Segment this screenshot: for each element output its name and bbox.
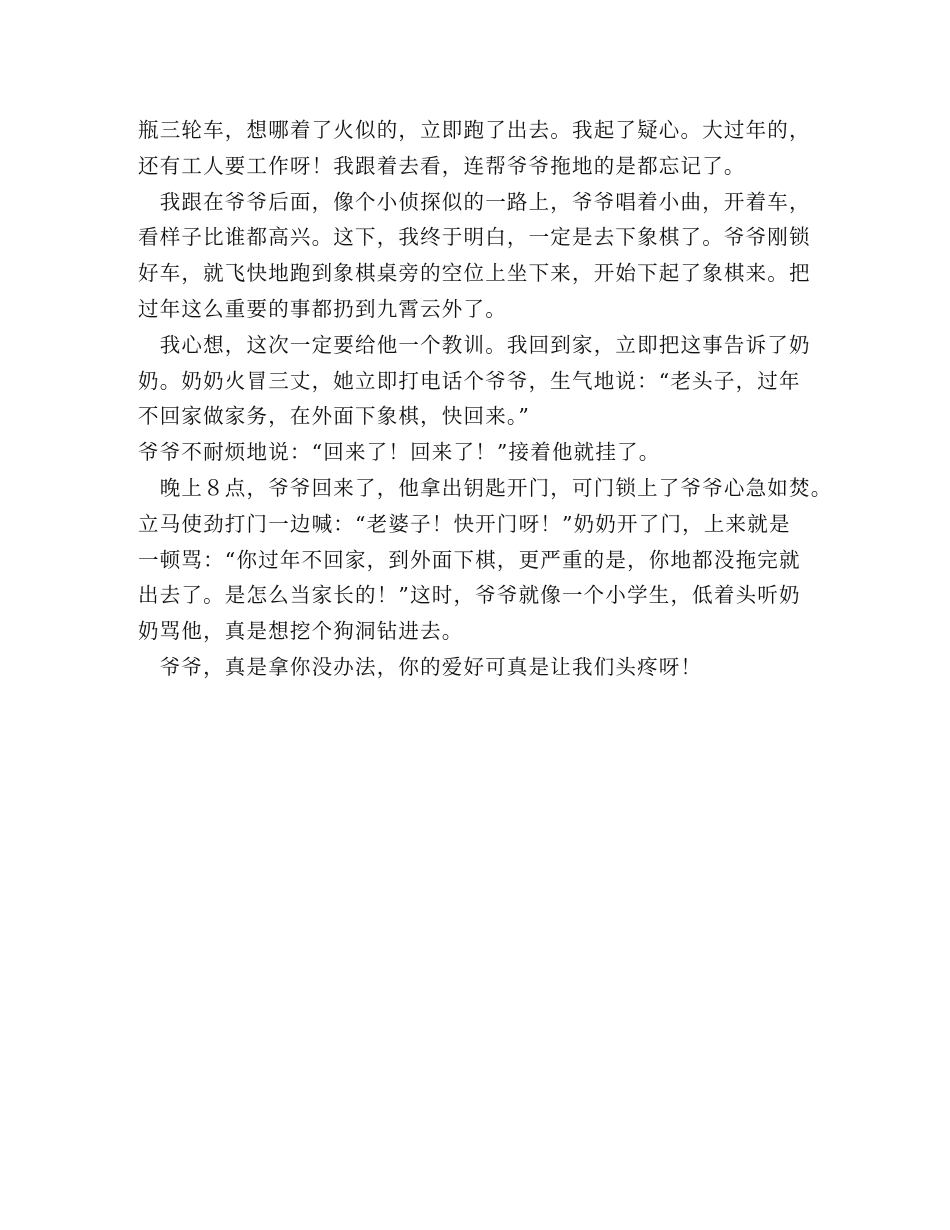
essay-text bbox=[138, 113, 838, 686]
text-line: 好车，就飞快地跑到象棋桌旁的空位上坐下来，开始下起了象棋来。把 bbox=[138, 261, 811, 286]
text-line: 瓶三轮车，想哪着了火似的，立即跑了出去。我起了疑心。大过年的， bbox=[138, 118, 811, 142]
text-line: 看样子比谁都高兴。这下，我终于明白，一定是去下象棋了。爷爷刚锁 bbox=[138, 225, 811, 250]
text-line: 过年这么重要的事都扔到九霄云外了。 bbox=[138, 296, 507, 321]
text-line: 奶。奶奶火冒三丈，她立即打电话个爷爷，生气地说：“老头子，过年 bbox=[138, 368, 801, 393]
text-line: 奶骂他，真是想挖个狗洞钻进去。 bbox=[138, 619, 464, 644]
text-line: 还有工人要工作呀！我跟着去看，连帮爷爷拖地的是都忘记了。 bbox=[138, 153, 746, 178]
text-line: 晚上８点，爷爷回来了，他拿出钥匙开门，可门锁上了爷爷心急如焚。 bbox=[138, 475, 833, 500]
text-line: 爷爷，真是拿你没办法，你的爱好可真是让我们头疼呀！ bbox=[138, 654, 703, 679]
text-line: 我跟在爷爷后面，像个小侦探似的一路上，爷爷唱着小曲，开着车， bbox=[138, 189, 811, 214]
text-line: 爷爷不耐烦地说：“回来了！回来了！”接着他就挂了。 bbox=[138, 440, 661, 465]
text-line: 不回家做家务，在外面下象棋，快回来。” bbox=[138, 404, 531, 429]
text-line: 我心想，这次一定要给他一个教训。我回到家，立即把这事告诉了奶 bbox=[138, 332, 811, 357]
text-line: 一顿骂：“你过年不回家，到外面下棋，更严重的是，你地都没拖完就 bbox=[138, 547, 801, 572]
text-line: 立马使劲打门一边喊：“老婆子！快开门呀！”奶奶开了门，上来就是 bbox=[138, 511, 791, 536]
text-line: 出去了。是怎么当家长的！”这时，爷爷就像一个小学生，低着头听奶 bbox=[138, 583, 801, 608]
